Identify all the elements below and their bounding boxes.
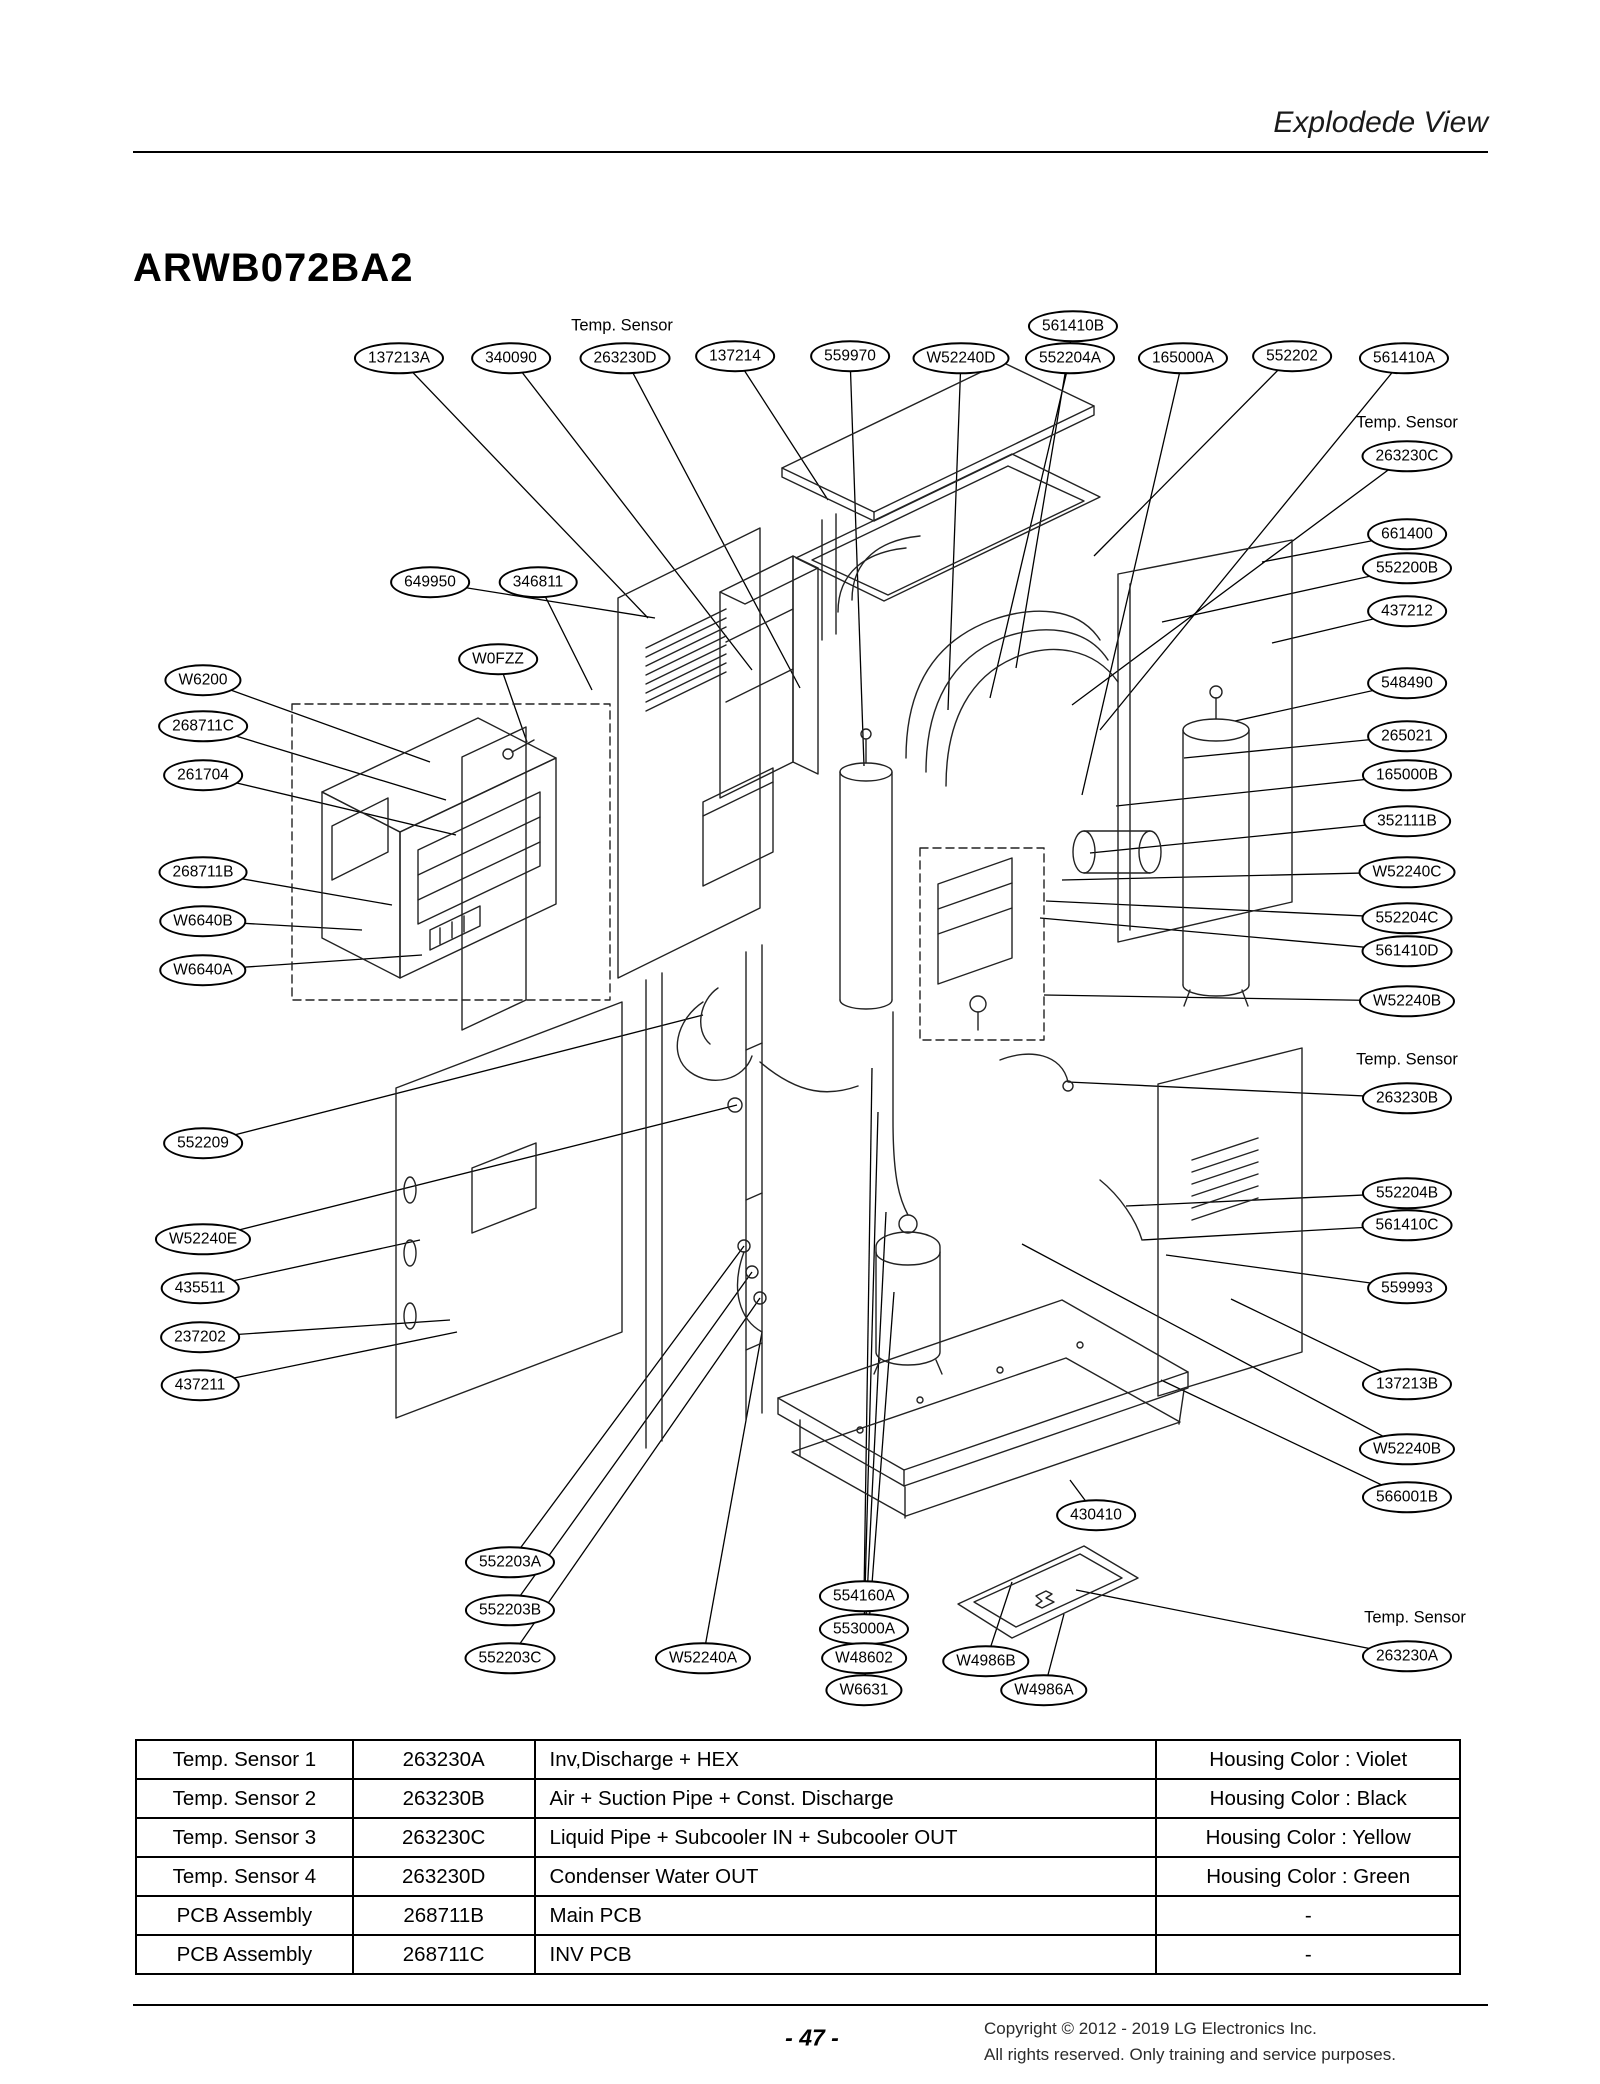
part-label-165000A: 165000A bbox=[1138, 342, 1228, 374]
part-label-W52240A: W52240A bbox=[655, 1642, 751, 1674]
right-lower-panel-art bbox=[1158, 1048, 1302, 1396]
part-label-649950: 649950 bbox=[390, 566, 470, 598]
table-cell-housing: - bbox=[1156, 1896, 1460, 1935]
receiver-art bbox=[1183, 686, 1249, 1006]
table-cell-desc: INV PCB bbox=[535, 1935, 1157, 1974]
table-cell-part: 263230A bbox=[353, 1740, 535, 1779]
copyright-line-2: All rights reserved. Only training and service purposes. bbox=[984, 2045, 1396, 2064]
table-cell-part: 263230B bbox=[353, 1779, 535, 1818]
table-row bbox=[136, 1935, 1460, 1974]
part-label-552209: 552209 bbox=[163, 1127, 243, 1159]
part-label-552202: 552202 bbox=[1252, 340, 1332, 372]
table-cell-item: Temp. Sensor 4 bbox=[136, 1857, 353, 1896]
part-label-268711B: 268711B bbox=[159, 856, 248, 888]
table-row bbox=[136, 1740, 1460, 1779]
valve-detail-art bbox=[920, 848, 1044, 1040]
part-label-137213B: 137213B bbox=[1362, 1368, 1452, 1400]
muffler-art bbox=[840, 729, 892, 1009]
part-label-263230B: 263230B bbox=[1362, 1082, 1452, 1114]
part-label-561410C: 561410C bbox=[1362, 1209, 1453, 1241]
drain-pan-art bbox=[958, 1546, 1138, 1638]
parts-table bbox=[135, 1739, 1461, 1975]
part-label-552203C: 552203C bbox=[465, 1642, 556, 1674]
base-art bbox=[778, 1300, 1188, 1518]
table-cell-desc: Inv,Discharge + HEX bbox=[535, 1740, 1157, 1779]
part-label-561410B: 561410B bbox=[1028, 310, 1118, 342]
part-label-548490: 548490 bbox=[1367, 667, 1447, 699]
frame-art bbox=[646, 945, 766, 1448]
table-cell-part: 268711B bbox=[353, 1896, 535, 1935]
table-cell-housing: Housing Color : Violet bbox=[1156, 1740, 1460, 1779]
table-cell-part: 268711C bbox=[353, 1935, 535, 1974]
part-label-268711C: 268711C bbox=[158, 710, 248, 742]
part-label-W4986A: W4986A bbox=[1000, 1674, 1087, 1706]
piping-art bbox=[677, 514, 1161, 1240]
part-label-552204C: 552204C bbox=[1362, 902, 1453, 934]
part-label-559993: 559993 bbox=[1367, 1272, 1447, 1304]
part-label-W48602: W48602 bbox=[821, 1642, 907, 1674]
part-label-554160A: 554160A bbox=[819, 1580, 909, 1612]
control-box-detail-art bbox=[292, 704, 610, 1000]
part-label-566001B: 566001B bbox=[1362, 1481, 1452, 1513]
part-label-346811: 346811 bbox=[499, 566, 578, 598]
part-label-W0FZZ: W0FZZ bbox=[458, 643, 538, 675]
table-cell-desc: Liquid Pipe + Subcooler IN + Subcooler OUT bbox=[535, 1818, 1157, 1857]
table-cell-part: 263230C bbox=[353, 1818, 535, 1857]
table-cell-housing: Housing Color : Green bbox=[1156, 1857, 1460, 1896]
part-label-W52240B-2: W52240B bbox=[1359, 1433, 1455, 1465]
part-label-W4986B: W4986B bbox=[942, 1645, 1029, 1677]
top-cover-art bbox=[782, 362, 1100, 601]
part-label-137214: 137214 bbox=[695, 340, 775, 372]
part-label-165000B: 165000B bbox=[1362, 759, 1452, 791]
part-label-W6200: W6200 bbox=[164, 664, 241, 696]
part-label-552204B: 552204B bbox=[1362, 1177, 1452, 1209]
part-label-W6640A: W6640A bbox=[159, 954, 246, 986]
table-cell-item: PCB Assembly bbox=[136, 1935, 353, 1974]
part-label-559970: 559970 bbox=[810, 340, 890, 372]
part-label-561410A: 561410A bbox=[1359, 342, 1449, 374]
copyright-line-1: Copyright © 2012 - 2019 LG Electronics Inc. bbox=[984, 2019, 1317, 2038]
vent-panel-art bbox=[462, 528, 760, 1030]
table-cell-desc: Air + Suction Pipe + Const. Discharge bbox=[535, 1779, 1157, 1818]
part-label-263230A: 263230A bbox=[1362, 1640, 1452, 1672]
part-label-552204A: 552204A bbox=[1025, 342, 1115, 374]
page-number: - 47 - bbox=[785, 2024, 839, 2051]
temp-sensor-note-right-upper: Temp. Sensor bbox=[1356, 413, 1458, 432]
table-cell-housing: Housing Color : Black bbox=[1156, 1779, 1460, 1818]
part-label-340090: 340090 bbox=[471, 342, 551, 374]
table-cell-item: Temp. Sensor 1 bbox=[136, 1740, 353, 1779]
part-label-W6640B: W6640B bbox=[159, 905, 246, 937]
part-label-552200B: 552200B bbox=[1362, 552, 1452, 584]
table-cell-part: 263230D bbox=[353, 1857, 535, 1896]
part-label-W52240C: W52240C bbox=[1359, 856, 1456, 888]
table-cell-housing: Housing Color : Yellow bbox=[1156, 1818, 1460, 1857]
part-label-W52240D: W52240D bbox=[913, 342, 1010, 374]
part-label-552203A: 552203A bbox=[465, 1546, 555, 1578]
page-header-title: Explodede View bbox=[1273, 106, 1488, 139]
table-cell-item: Temp. Sensor 2 bbox=[136, 1779, 353, 1818]
table-row bbox=[136, 1779, 1460, 1818]
temp-sensor-note-top: Temp. Sensor bbox=[571, 316, 673, 335]
model-title: ARWB072BA2 bbox=[133, 246, 414, 290]
part-label-553000A: 553000A bbox=[819, 1613, 909, 1645]
table-cell-item: Temp. Sensor 3 bbox=[136, 1818, 353, 1857]
table-cell-desc: Condenser Water OUT bbox=[535, 1857, 1157, 1896]
table-row bbox=[136, 1857, 1460, 1896]
part-label-237202: 237202 bbox=[160, 1321, 240, 1353]
table-cell-housing: - bbox=[1156, 1935, 1460, 1974]
table-cell-desc: Main PCB bbox=[535, 1896, 1157, 1935]
part-label-437211: 437211 bbox=[161, 1369, 240, 1401]
part-label-137213A: 137213A bbox=[354, 342, 444, 374]
temp-sensor-note-right-bottom: Temp. Sensor bbox=[1364, 1608, 1466, 1627]
part-label-261704: 261704 bbox=[163, 759, 243, 791]
part-label-263230D: 263230D bbox=[580, 342, 671, 374]
temp-sensor-note-right-middle: Temp. Sensor bbox=[1356, 1050, 1458, 1069]
part-label-661400: 661400 bbox=[1367, 518, 1447, 550]
part-label-W52240B: W52240B bbox=[1359, 985, 1455, 1017]
table-row bbox=[136, 1818, 1460, 1857]
part-label-437212: 437212 bbox=[1367, 595, 1447, 627]
leader-lines bbox=[200, 326, 1407, 1690]
part-label-561410D: 561410D bbox=[1362, 935, 1453, 967]
part-label-430410: 430410 bbox=[1056, 1499, 1136, 1531]
part-label-W52240E: W52240E bbox=[155, 1223, 251, 1255]
part-label-552203B: 552203B bbox=[465, 1594, 555, 1626]
part-label-265021: 265021 bbox=[1367, 720, 1447, 752]
part-label-435511: 435511 bbox=[161, 1272, 240, 1304]
table-row bbox=[136, 1896, 1460, 1935]
table-cell-item: PCB Assembly bbox=[136, 1896, 353, 1935]
part-label-263230C: 263230C bbox=[1362, 440, 1453, 472]
part-label-W6631: W6631 bbox=[825, 1674, 902, 1706]
part-label-352111B: 352111B bbox=[1363, 805, 1451, 837]
